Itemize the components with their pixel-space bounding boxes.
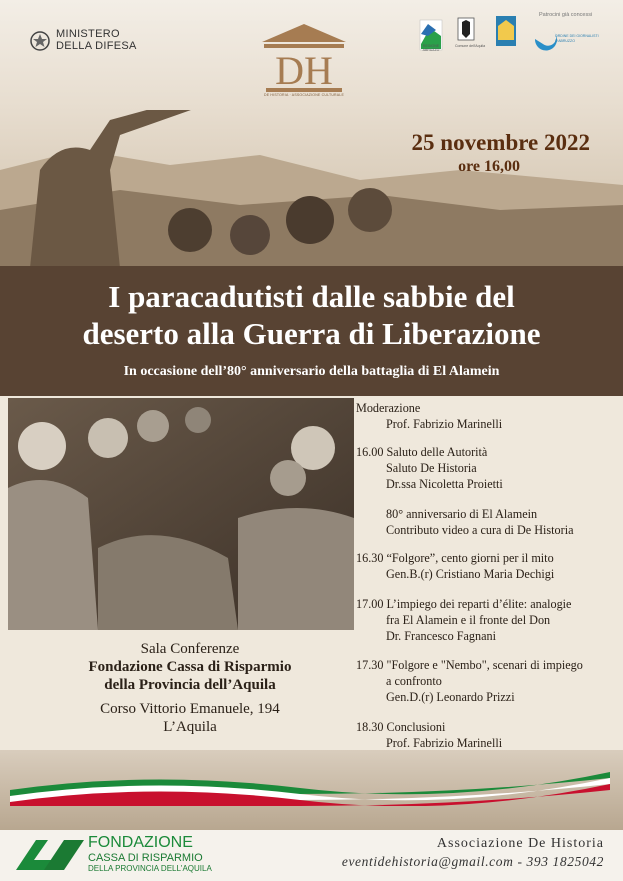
- dh-tagline: DE HISTORIA · ASSOCIAZIONE CULTURALE: [263, 93, 344, 97]
- fondazione-subtitle: CASSA DI RISPARMIO: [88, 852, 203, 864]
- event-date: 25 novembre 2022: [411, 130, 590, 155]
- contact-info: eventidehistoria@gmail.com - 393 1825042: [341, 854, 604, 869]
- patrocini-label: Patrocini già concessi: [539, 12, 593, 18]
- event-title: [0, 278, 623, 352]
- program-item: Prof. Fabrizio Marinelli: [386, 417, 503, 431]
- program-item: 16.30 “Folgore”, cento giorni per il mito: [356, 551, 554, 565]
- ministry-line1: MINISTERO: [56, 28, 120, 40]
- program-item: Dr.ssa Nicoletta Proietti: [386, 477, 503, 491]
- venue-line5: L’Aquila: [163, 719, 217, 735]
- venue-block: [40, 640, 340, 736]
- venue-line2: Fondazione Cassa di Risparmio: [88, 659, 292, 675]
- program-item: Contributo video a cura di De Historia: [386, 523, 574, 537]
- ministry-line2: DELLA DIFESA: [56, 40, 137, 52]
- program-item: Moderazione: [356, 401, 421, 415]
- fondazione-logo-icon: [14, 836, 86, 872]
- program-item: Saluto De Historia: [386, 461, 477, 475]
- italian-flag-ribbon: [0, 760, 623, 806]
- program-item: 16.00 Saluto delle Autorità: [356, 445, 488, 459]
- sponsor-logos: [418, 14, 522, 64]
- program-item: 80° anniversario di El Alamein: [386, 507, 538, 521]
- program-item: Dr. Francesco Fagnani: [386, 629, 496, 643]
- program-item: 17.30 "Folgore e "Nembo", scenari di impiego: [356, 658, 583, 672]
- program-item: fra El Alamein e il fronte del Don: [386, 613, 551, 627]
- program-item: Gen.D.(r) Leonardo Prizzi: [386, 690, 515, 704]
- program-item: a confronto: [386, 674, 442, 688]
- association-name: Associazione De Historia: [436, 836, 604, 851]
- event-subtitle: In occasione dell’80° anniversario della battaglia di El Alamein: [123, 364, 500, 379]
- title-line2: deserto alla Guerra di Liberazione: [82, 316, 541, 351]
- comune-aquila-label: Comune dell'Aquila: [454, 44, 486, 48]
- program-item: Gen.B.(r) Cristiano Maria Dechigi: [386, 567, 555, 581]
- fondazione-province: DELLA PROVINCIA DELL'AQUILA: [88, 864, 212, 873]
- paratroopers-photo: [8, 398, 354, 630]
- program-item: 18.30 Conclusioni: [356, 720, 446, 734]
- program-item: 17.00 L’impiego dei reparti d’élite: analogie: [356, 597, 572, 611]
- dh-letters: DH: [275, 48, 333, 93]
- event-time: ore 16,00: [458, 158, 520, 175]
- venue-line4: Corso Vittorio Emanuele, 194: [100, 701, 280, 717]
- fondazione-title: FONDAZIONE: [88, 834, 193, 851]
- venue-line1: Sala Conferenze: [140, 641, 240, 657]
- republic-emblem-icon: [30, 30, 50, 52]
- ordine-giornalisti-label: ORDINE DEI GIORNALISTI D'ABRUZZO: [555, 34, 599, 43]
- venue-line3: della Provincia dell’Aquila: [104, 677, 276, 693]
- program-item: Prof. Fabrizio Marinelli: [386, 736, 503, 750]
- title-line1: I paracadutisti dalle sabbie del: [108, 279, 515, 314]
- regione-abruzzo-label: REGIONE ABRUZZO: [422, 44, 440, 52]
